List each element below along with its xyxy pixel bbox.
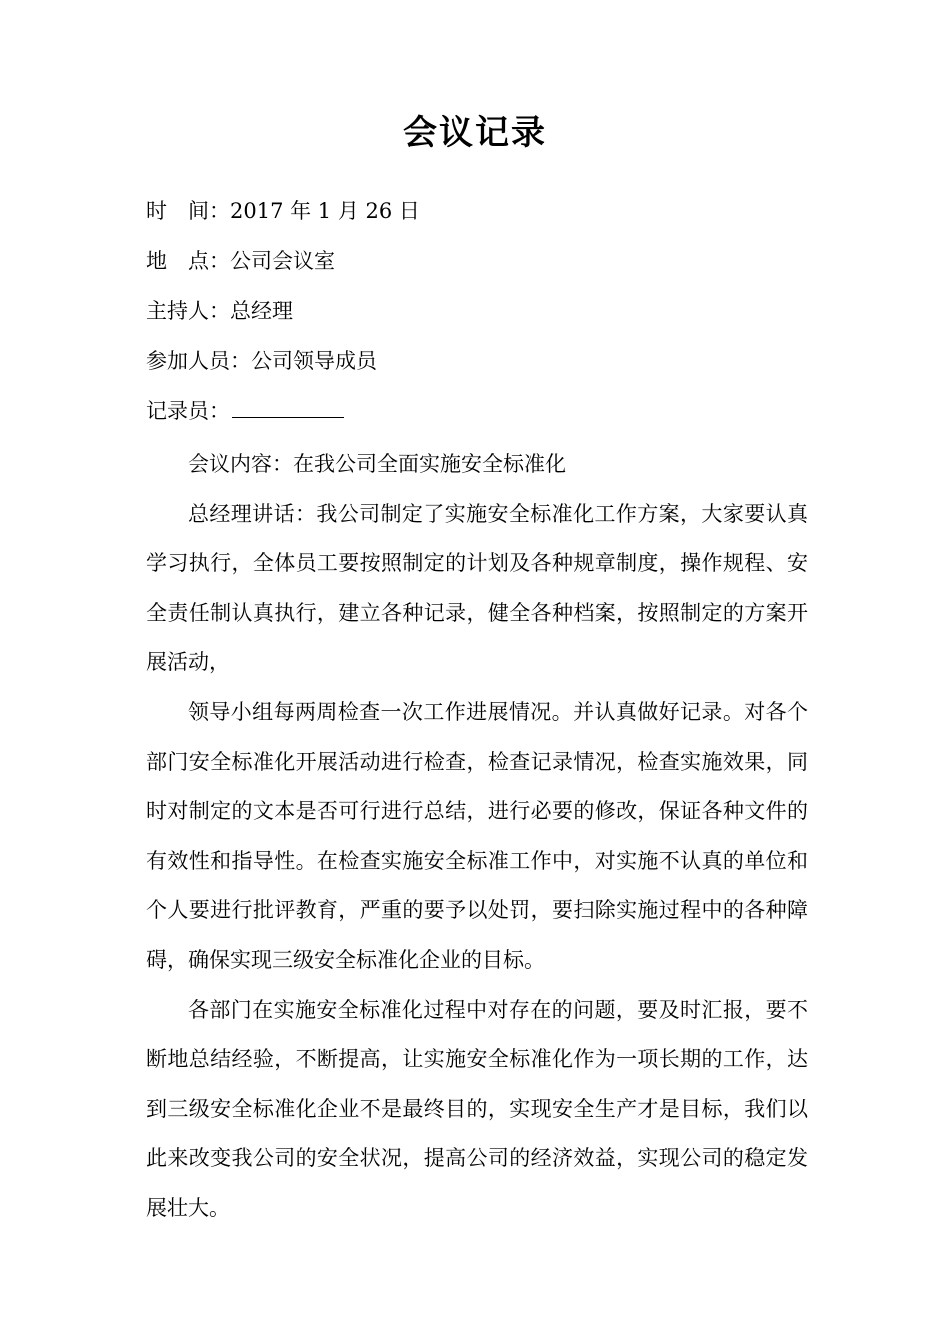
meeting-attendees-value: 公司领导成员 [251, 349, 377, 373]
meeting-location-label: 地 点： [146, 249, 230, 273]
meeting-host-value: 总经理 [230, 299, 293, 323]
meeting-location-row [146, 246, 806, 276]
meeting-body [146, 440, 808, 1234]
recorder-signature-blank [232, 397, 344, 418]
meeting-time-value: 2017 年 1 月 26 日 [230, 199, 420, 223]
meeting-location-value: 公司会议室 [230, 249, 335, 273]
paragraph-gm-speech: 总经理讲话：我公司制定了实施安全标准化工作方案，大家要认真学习执行，全体员工要按照制定的计划及各种规章制度，操作规程、安全责任制认真执行，建立各种记录，健全各种档案，按照制定的方案开展活动， [146, 501, 808, 675]
meeting-recorder-label: 记录员： [146, 399, 230, 423]
meeting-host-label: 主持人： [146, 299, 230, 323]
meeting-time-label: 时 间： [146, 199, 230, 223]
paragraph-inspection: 领导小组每两周检查一次工作进展情况。并认真做好记录。对各个部门安全标准化开展活动进行检查，检查记录情况，检查实施效果，同时对制定的文本是否可行进行总结，进行必要的修改，保证各种文件的有效性和指导性。在检查实施安全标准工作中，对实施不认真的单位和个人要进行批评教育，严重的要予以处罚，要扫除实施过程中的各种障碍，确保实现三级安全标准化企业的目标。 [146, 699, 808, 972]
meeting-attendees-label: 参加人员： [146, 349, 251, 373]
meeting-recorder-row [146, 396, 806, 426]
paragraph-departments: 各部门在实施安全标准化过程中对存在的问题，要及时汇报，要不断地总结经验，不断提高，让实施安全标准化作为一项长期的工作，达到三级安全标准化企业不是最终目的，实现安全生产才是目标，我们以此来改变我公司的安全状况，提高公司的经济效益，实现公司的稳定发展壮大。 [146, 997, 808, 1220]
meeting-host-row [146, 296, 806, 326]
meeting-time-row [146, 196, 806, 226]
meeting-attendees-row [146, 346, 806, 376]
document-title: 会议记录 [403, 113, 547, 153]
paragraph-meeting-content: 会议内容：在我公司全面实施安全标准化 [188, 452, 566, 476]
